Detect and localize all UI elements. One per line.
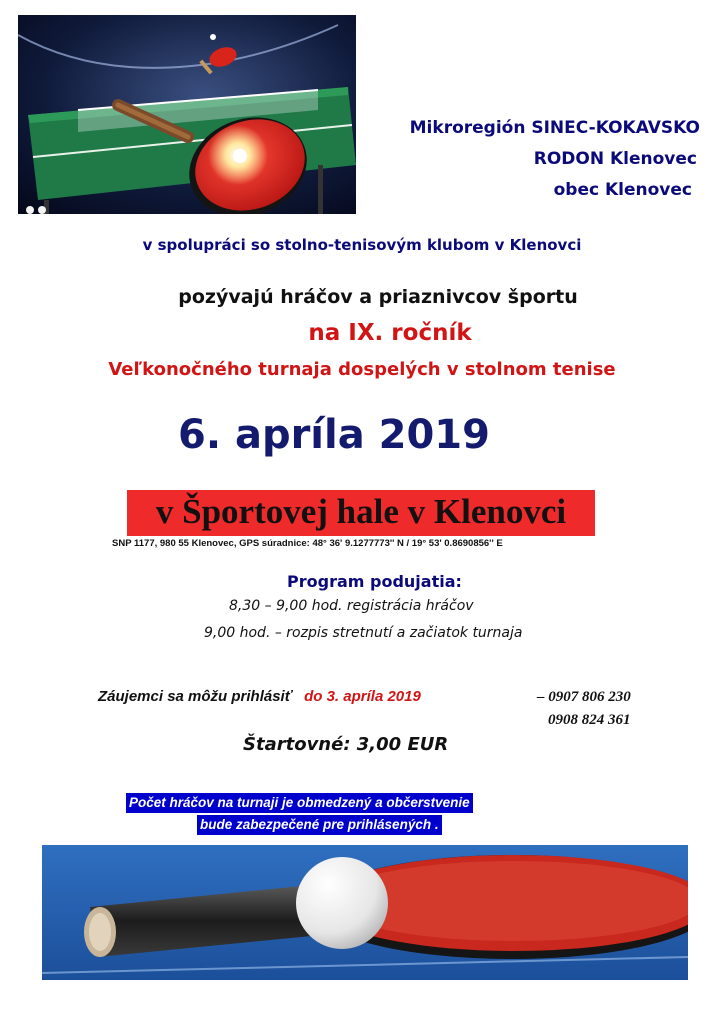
- registration-deadline: do 3. apríla 2019: [304, 688, 421, 705]
- venue-banner: [127, 490, 595, 536]
- entry-fee: Štartovné: 3,00 EUR: [243, 734, 449, 755]
- tournament-name: Veľkonočného turnaja dospelých v stolnom tenise: [108, 359, 616, 380]
- organizer-line-1: Mikroregión SINEC-KOKAVSKO: [409, 118, 700, 138]
- venue-address: SNP 1177, 980 55 Klenovec, GPS súradnice: 48° 36' 9.1277773'' N / 19° 53' 0.8690856'' E: [112, 538, 503, 549]
- notice-line-2: bude zabezpečené pre prihlásených .: [197, 815, 442, 835]
- program-title: Program podujatia:: [287, 572, 462, 591]
- registration-line: [98, 688, 421, 705]
- edition-line: na IX. ročník: [308, 320, 472, 346]
- program-item-start: 9,00 hod. – rozpis stretnutí a začiatok turnaja: [204, 625, 523, 641]
- invitation-line: pozývajú hráčov a priaznivcov športu: [178, 286, 578, 308]
- notice-line-1: Počet hráčov na turnaji je obmedzený a občerstvenie: [126, 793, 473, 813]
- table-tennis-hero-image: [18, 15, 356, 214]
- cooperation-line: v spolupráci so stolno-tenisovým klubom v Klenovci: [142, 236, 582, 254]
- venue-text: v Športovej hale v Klenovci: [155, 492, 567, 531]
- phone-number-1: – 0907 806 230: [537, 689, 631, 705]
- organizer-line-3: obec Klenovec: [553, 180, 692, 200]
- event-date: 6. apríla 2019: [178, 412, 490, 458]
- program-item-registration: 8,30 – 9,00 hod. registrácia hráčov: [229, 598, 474, 614]
- organizer-line-2: RODON Klenovec: [533, 149, 697, 169]
- paddle-and-ball-image: [42, 845, 688, 980]
- phone-number-2: 0908 824 361: [548, 712, 631, 728]
- registration-text: Záujemci sa môžu prihlásiť: [98, 688, 292, 705]
